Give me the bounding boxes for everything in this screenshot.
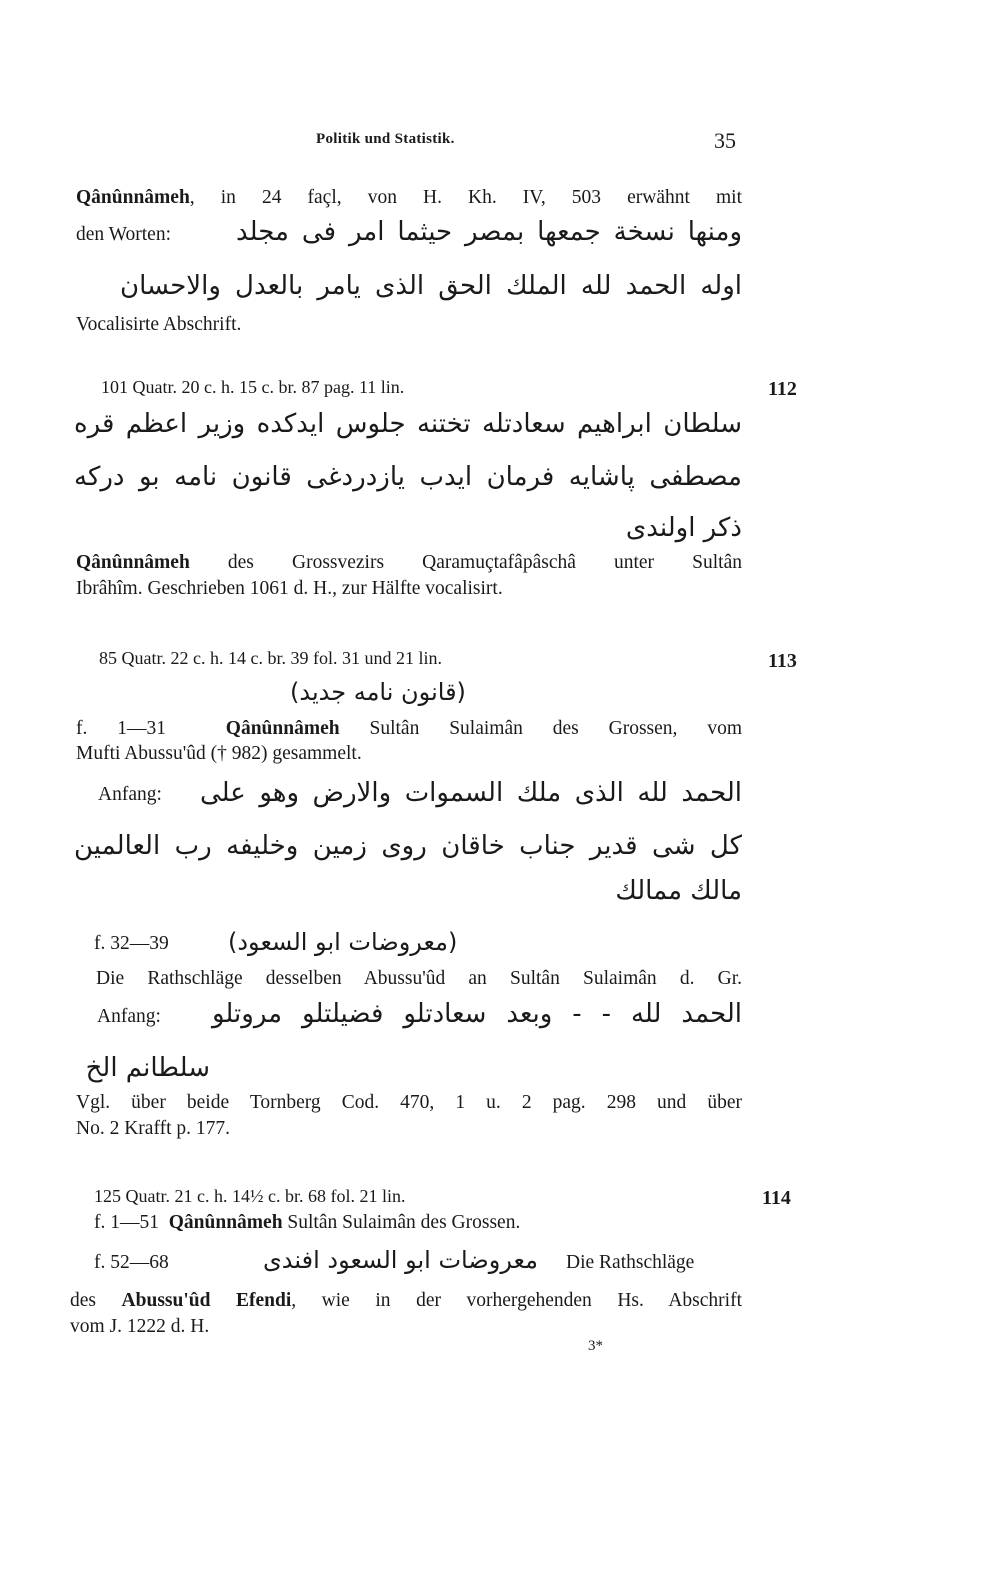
entry-112-arabic-2: مصطفى پاشايه فرمان ايدب يازدردغى قانون نامه بو دركه <box>74 462 742 492</box>
entry-113-anfang-2-label: Anfang: <box>97 1006 161 1027</box>
entry-113-item-1-text: Sultân Sulaimân des Grossen, vom <box>339 718 742 739</box>
prev-entry-arabic-2: اوله الحمد لله الملك الحق الذى يامر بالعدل والاحسان <box>120 271 742 301</box>
entry-113-item-2-folio: f. 32—39 <box>94 933 169 954</box>
entry-114-item-1-folio: f. 1—51 <box>94 1212 159 1233</box>
entry-112-arabic-1: سلطان ابراهيم سعادتله تختنه جلوس ايدكده وزير اعظم قره <box>74 409 742 439</box>
entry-112-desc-title: Qânûnnâmeh <box>76 552 190 573</box>
entry-112-number: 112 <box>768 378 797 400</box>
prev-entry-note: Vocalisirte Abschrift. <box>76 314 242 335</box>
entry-113-item-1-line-2: Mufti Abussu'ûd († 982) gesammelt. <box>76 743 362 764</box>
entry-113-item-2-arabic: (معروضات ابو السعود) <box>228 928 458 956</box>
entry-113-vgl-2: No. 2 Krafft p. 177. <box>76 1118 230 1139</box>
entry-112-desc-1 <box>76 550 742 576</box>
page-number: 35 <box>714 128 736 153</box>
entry-114-item-1-title: Qânûnnâmeh <box>168 1212 283 1233</box>
prev-entry-label: den Worten: <box>76 224 172 245</box>
entry-114-item-2-text: Die Rathschläge <box>566 1252 695 1273</box>
entry-113-anfang-2-arabic-1: الحمد لله - - وبعد سعادتلو فضيلتلو مروتلو <box>212 999 742 1029</box>
entry-113-anfang-3: مالك ممالك <box>615 876 742 906</box>
entry-113-item-2-desc: Die Rathschläge desselben Abussu'ûd an Sultân Sulaimân d. Gr. <box>96 968 742 989</box>
entry-112-desc-2: Ibrâhîm. Geschrieben 1061 d. H., zur Hälfte vocalisirt. <box>76 578 503 599</box>
entry-114-item-2-line-2 <box>70 1288 742 1314</box>
entry-113-number: 113 <box>768 650 797 672</box>
entry-114-item-1-text: Sultân Sulaimân des Grossen. <box>282 1212 521 1233</box>
prev-entry-arabic-1: ومنها نسخة جمعها بمصر حيثما امر فى مجلد <box>236 217 742 247</box>
prev-entry-title: Qânûnnâmeh <box>76 187 190 208</box>
entry-114-item-2-line-3: vom J. 1222 d. H. <box>70 1316 210 1337</box>
entry-114-item-2-folio: f. 52—68 <box>94 1252 169 1273</box>
entry-114-number: 114 <box>762 1187 791 1209</box>
entry-112-desc-1-text: des Grossvezirs Qaramuçtafâpâschâ unter Sultân <box>189 552 742 573</box>
entry-113-anfang-2: كل شى قدير جناب خاقان روى زمين وخليفه رب العالمين <box>74 831 742 861</box>
signature-mark: 3* <box>588 1338 603 1354</box>
entry-113-item-1-line-1 <box>76 716 742 742</box>
entry-113-arabic-title: (قانون نامه جديد) <box>290 678 466 706</box>
entry-114-item-2-arabic: معروضات ابو السعود افندى <box>262 1246 538 1274</box>
entry-113-meta: 85 Quatr. 22 c. h. 14 c. br. 39 fol. 31 und 21 lin. <box>99 648 442 668</box>
entry-112-meta: 101 Quatr. 20 c. h. 15 c. br. 87 pag. 11 lin. <box>101 377 405 397</box>
entry-112-arabic-3: ذكر اولندى <box>625 513 742 543</box>
entry-114-meta: 125 Quatr. 21 c. h. 14½ c. br. 68 fol. 21 lin. <box>94 1186 406 1206</box>
entry-113-vgl-1: Vgl. über beide Tornberg Cod. 470, 1 u. 2 pag. 298 und über <box>76 1092 742 1113</box>
entry-113-item-1-title: Qânûnnâmeh <box>225 718 340 739</box>
entry-114-item-2-name: Abussu'ûd Efendi <box>121 1290 292 1311</box>
entry-113-anfang-2-arabic-2: سلطانم الخ <box>85 1053 210 1083</box>
entry-113-anfang-label: Anfang: <box>98 784 162 805</box>
entry-113-item-1-folio: f. 1—31 <box>76 718 167 739</box>
entry-113-anfang-1: الحمد لله الذى ملك السموات والارض وهو على <box>200 778 742 808</box>
running-title: Politik und Statistik. <box>316 131 455 147</box>
prev-entry-line-1-text: , in 24 façl, von H. Kh. IV, 503 erwähnt mit <box>189 187 742 208</box>
entry-114-item-2-pre: des <box>70 1290 122 1311</box>
prev-entry-line-1 <box>76 185 742 211</box>
entry-114-item-1 <box>94 1210 760 1236</box>
entry-114-item-2-post: , wie in der vorhergehenden Hs. Abschrift <box>291 1290 742 1311</box>
